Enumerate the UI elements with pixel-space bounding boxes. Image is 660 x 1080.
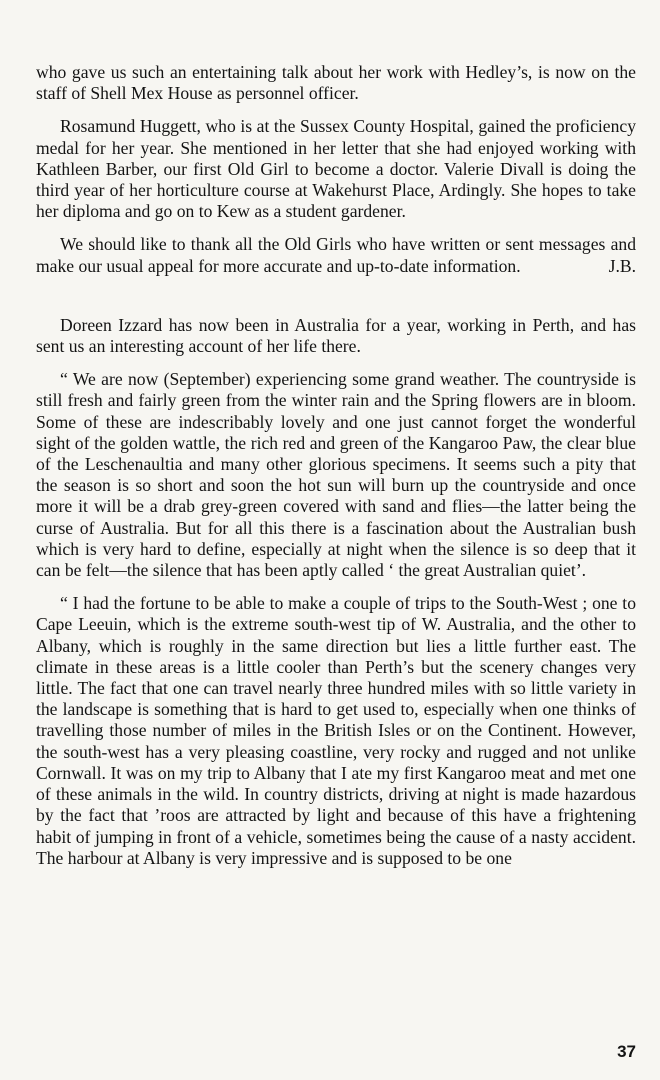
paragraph-gap: [36, 581, 636, 593]
paragraph-thanks: [36, 234, 636, 276]
paragraph-gap: [36, 104, 636, 116]
paragraph-continued: who gave us such an entertaining talk about her work with Hedley’s, is now on the staff of Shell Mex House as personnel officer.: [36, 62, 636, 104]
signature-initials: J.B.: [608, 255, 636, 276]
thanks-text: We should like to thank all the Old Girls who have written or sent messages and make our usual appeal for more accurate and up-to-date information.: [36, 234, 636, 276]
paragraph-izzard: Doreen Izzard has now been in Australia for a year, working in Perth, and has sent us an interesting account of her life there.: [36, 314, 636, 357]
paragraph-gap: [36, 357, 636, 369]
page-number: 37: [617, 1042, 636, 1061]
page-body: [36, 62, 636, 869]
paragraph-weather-quote: “ We are now (September) experiencing some grand weather. The countryside is still fresh and fairly green from the winter rain and the Spring flowers are in bloom. Some of these are indescribably lovely and one just cannot forget the wonderful sight of the golden wattle, the rich red and green of the Kangaroo Paw, the clear blue of the Leschenaultia and many other glorious specimens. It seems such a pity that the season is so short and soon the hot sun will burn up the countryside and once more it will be a drab grey-green covered with sand and flies—the latter being the curse of Australia. But for all this there is a fascination about the Australian bush which is very hard to define, especially at night when the silence is so deep that it can be felt—the silence that has been aptly called ‘ the great Australian quiet’.: [36, 369, 636, 581]
section-gap: [36, 277, 636, 315]
paragraph-huggett: Rosamund Huggett, who is at the Sussex County Hospital, gained the proficiency medal for her year. She mentioned in her letter that she had enjoyed working with Kathleen Barber, our first Old Girl to become a doctor. Valerie Divall is doing the third year of her horticulture course at Wakehurst Place, Ardingly. She hopes to take her diploma and go on to Kew as a student gardener.: [36, 116, 636, 222]
paragraph-gap: [36, 222, 636, 234]
paragraph-south-west-quote: “ I had the fortune to be able to make a couple of trips to the South-West ; one to Cape Leeuin, which is the extreme south-west tip of W. Australia, and the other to Albany, which is roughly in the same direction but lies a little further east. The climate in these areas is a little cooler than Perth’s but the scenery changes very little. The fact that one can travel nearly three hundred miles with so little variety in the landscape is something that is hard to get used to, especially when one thinks of travelling those number of miles in the British Isles or on the Continent. However, the south-west has a very pleasing coastline, very rocky and rugged and not unlike Cornwall. It was on my trip to Albany that I ate my first Kangaroo meat and met one of these animals in the wild. In country districts, driving at night is made hazardous by the fact that ’roos are attracted by light and because of this have a frightening habit of jumping in front of a vehicle, sometimes being the cause of a nasty accident. The harbour at Albany is very impressive and is supposed to be one: [36, 593, 636, 868]
